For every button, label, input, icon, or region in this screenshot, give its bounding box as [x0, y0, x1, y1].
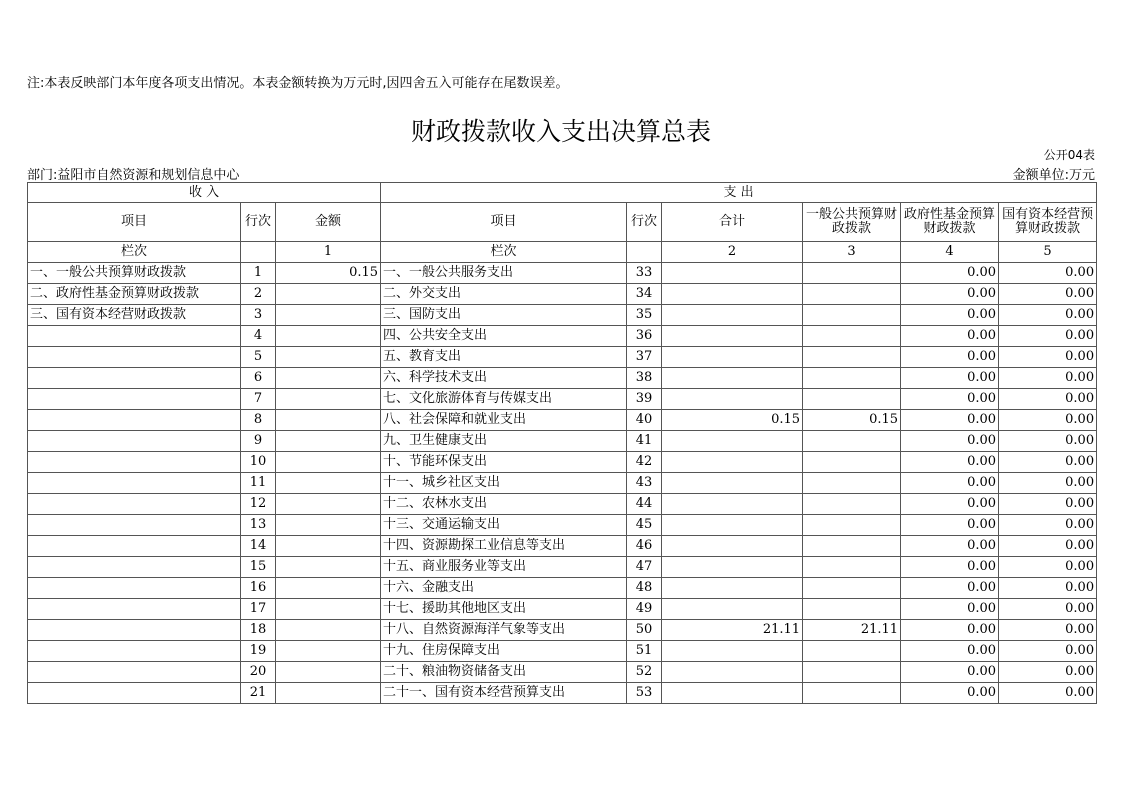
expense-item-cell: 十五、商业服务业等支出 [381, 557, 627, 578]
expense-row-no-cell: 48 [627, 578, 662, 599]
table-row [28, 410, 1097, 431]
expense-item-cell: 十一、城乡社区支出 [381, 473, 627, 494]
income-item-cell [28, 683, 241, 704]
income-amount-cell [276, 578, 381, 599]
income-item-cell: 三、国有资本经营财政拨款 [28, 305, 241, 326]
gov-fund-cell: 0.00 [901, 305, 999, 326]
income-item-cell: 一、一般公共预算财政拨款 [28, 263, 241, 284]
expense-item-cell: 十八、自然资源海洋气象等支出 [381, 620, 627, 641]
income-amount-cell [276, 368, 381, 389]
table-row [28, 536, 1097, 557]
income-item-cell [28, 473, 241, 494]
fiscal-summary-table [27, 182, 1097, 704]
income-row-no-cell: 4 [241, 326, 276, 347]
total-header: 合计 [662, 203, 803, 242]
total-cell [662, 473, 803, 494]
expense-row-no-header: 行次 [627, 203, 662, 242]
state-capital-cell: 0.00 [999, 620, 1097, 641]
income-item-cell [28, 620, 241, 641]
general-budget-cell [803, 536, 901, 557]
state-capital-cell: 0.00 [999, 683, 1097, 704]
total-cell [662, 263, 803, 284]
expense-row-no-cell: 39 [627, 389, 662, 410]
total-cell [662, 431, 803, 452]
total-cell [662, 641, 803, 662]
income-item-cell [28, 368, 241, 389]
income-amount-cell [276, 662, 381, 683]
expense-item-cell: 七、文化旅游体育与传媒支出 [381, 389, 627, 410]
expense-row-no-cell: 45 [627, 515, 662, 536]
expense-item-cell: 十三、交通运输支出 [381, 515, 627, 536]
income-item-cell [28, 641, 241, 662]
total-cell: 21.11 [662, 620, 803, 641]
total-cell [662, 599, 803, 620]
gov-fund-cell: 0.00 [901, 557, 999, 578]
expense-row-no-cell: 51 [627, 641, 662, 662]
state-capital-cell: 0.00 [999, 263, 1097, 284]
income-row-no-cell: 18 [241, 620, 276, 641]
expense-row-no-cell: 36 [627, 326, 662, 347]
income-row-no-cell: 9 [241, 431, 276, 452]
page-title: 财政拨款收入支出决算总表 [410, 117, 711, 146]
expense-row-no-cell: 46 [627, 536, 662, 557]
expense-item-cell: 十七、援助其他地区支出 [381, 599, 627, 620]
income-amount-cell [276, 410, 381, 431]
income-row-no-cell: 14 [241, 536, 276, 557]
general-budget-cell [803, 641, 901, 662]
income-item-cell [28, 410, 241, 431]
total-cell [662, 662, 803, 683]
gov-fund-cell: 0.00 [901, 431, 999, 452]
income-amount-cell [276, 452, 381, 473]
expense-item-cell: 六、科学技术支出 [381, 368, 627, 389]
income-row-no-cell: 17 [241, 599, 276, 620]
general-budget-cell [803, 347, 901, 368]
gov-fund-cell: 0.00 [901, 326, 999, 347]
col-index-2: 2 [662, 242, 803, 263]
gov-fund-cell: 0.00 [901, 473, 999, 494]
income-row-no-cell: 20 [241, 662, 276, 683]
table-row [28, 641, 1097, 662]
total-cell [662, 683, 803, 704]
table-row [28, 620, 1097, 641]
income-item-cell [28, 347, 241, 368]
general-budget-header: 一般公共预算财政拨款 [803, 203, 901, 242]
income-amount-cell [276, 431, 381, 452]
total-cell [662, 347, 803, 368]
expense-row-no-cell: 40 [627, 410, 662, 431]
income-item-cell [28, 557, 241, 578]
income-header: 收 入 [28, 183, 381, 203]
income-lanci-blank [241, 242, 276, 263]
total-cell [662, 326, 803, 347]
expense-row-no-cell: 33 [627, 263, 662, 284]
general-budget-cell [803, 515, 901, 536]
income-item-cell [28, 578, 241, 599]
expense-item-cell: 十四、资源勘探工业信息等支出 [381, 536, 627, 557]
income-amount-cell [276, 557, 381, 578]
general-budget-cell: 0.15 [803, 410, 901, 431]
state-capital-header: 国有资本经营预算财政拨款 [999, 203, 1097, 242]
state-capital-cell: 0.00 [999, 557, 1097, 578]
income-amount-cell [276, 305, 381, 326]
expense-item-cell: 十、节能环保支出 [381, 452, 627, 473]
gov-fund-cell: 0.00 [901, 641, 999, 662]
income-amount-cell [276, 683, 381, 704]
expense-row-no-cell: 41 [627, 431, 662, 452]
general-budget-cell [803, 284, 901, 305]
income-item-cell [28, 326, 241, 347]
total-cell [662, 578, 803, 599]
table-row [28, 662, 1097, 683]
table-row [28, 557, 1097, 578]
total-cell [662, 494, 803, 515]
gov-fund-cell: 0.00 [901, 452, 999, 473]
table-row [28, 599, 1097, 620]
income-row-no-cell: 13 [241, 515, 276, 536]
expense-item-cell: 九、卫生健康支出 [381, 431, 627, 452]
total-cell [662, 389, 803, 410]
income-item-cell [28, 431, 241, 452]
income-item-cell [28, 599, 241, 620]
gov-fund-cell: 0.00 [901, 368, 999, 389]
col-index-5: 5 [999, 242, 1097, 263]
income-row-no-cell: 10 [241, 452, 276, 473]
general-budget-cell [803, 578, 901, 599]
expense-item-cell: 四、公共安全支出 [381, 326, 627, 347]
general-budget-cell [803, 431, 901, 452]
income-amount-cell [276, 326, 381, 347]
expense-item-cell: 一、一般公共服务支出 [381, 263, 627, 284]
income-item-header: 项目 [28, 203, 241, 242]
general-budget-cell [803, 494, 901, 515]
income-row-no-cell: 5 [241, 347, 276, 368]
income-item-cell [28, 494, 241, 515]
state-capital-cell: 0.00 [999, 641, 1097, 662]
income-row-no-cell: 16 [241, 578, 276, 599]
state-capital-cell: 0.00 [999, 494, 1097, 515]
table-row [28, 389, 1097, 410]
income-amount-header: 金额 [276, 203, 381, 242]
general-budget-cell [803, 263, 901, 284]
department-label: 部门:益阳市自然资源和规划信息中心 [27, 168, 240, 183]
expense-row-no-cell: 50 [627, 620, 662, 641]
income-row-no-cell: 6 [241, 368, 276, 389]
general-budget-cell [803, 557, 901, 578]
income-amount-cell [276, 389, 381, 410]
general-budget-cell [803, 389, 901, 410]
expense-row-no-cell: 47 [627, 557, 662, 578]
income-item-cell: 二、政府性基金预算财政拨款 [28, 284, 241, 305]
gov-fund-cell: 0.00 [901, 347, 999, 368]
table-row [28, 452, 1097, 473]
state-capital-cell: 0.00 [999, 389, 1097, 410]
total-cell [662, 536, 803, 557]
income-amount-cell [276, 284, 381, 305]
table-note: 注:本表反映部门本年度各项支出情况。本表金额转换为万元时,因四舍五入可能存在尾数误差。 [27, 76, 569, 91]
general-budget-cell: 21.11 [803, 620, 901, 641]
income-row-no-cell: 15 [241, 557, 276, 578]
general-budget-cell [803, 662, 901, 683]
table-row [28, 284, 1097, 305]
expense-row-no-cell: 37 [627, 347, 662, 368]
table-row [28, 305, 1097, 326]
income-item-cell [28, 389, 241, 410]
state-capital-cell: 0.00 [999, 662, 1097, 683]
expense-row-no-cell: 34 [627, 284, 662, 305]
general-budget-cell [803, 452, 901, 473]
income-amount-cell [276, 641, 381, 662]
expense-item-cell: 三、国防支出 [381, 305, 627, 326]
state-capital-cell: 0.00 [999, 410, 1097, 431]
gov-fund-cell: 0.00 [901, 284, 999, 305]
expense-item-header: 项目 [381, 203, 627, 242]
total-cell [662, 452, 803, 473]
table-row [28, 263, 1097, 284]
income-row-no-cell: 3 [241, 305, 276, 326]
col-index-3: 3 [803, 242, 901, 263]
income-row-no-cell: 19 [241, 641, 276, 662]
table-row [28, 578, 1097, 599]
general-budget-cell [803, 305, 901, 326]
income-amount-cell [276, 494, 381, 515]
expense-item-cell: 八、社会保障和就业支出 [381, 410, 627, 431]
expense-item-cell: 十二、农林水支出 [381, 494, 627, 515]
income-item-cell [28, 515, 241, 536]
expense-row-no-cell: 43 [627, 473, 662, 494]
general-budget-cell [803, 473, 901, 494]
table-row [28, 494, 1097, 515]
gov-fund-cell: 0.00 [901, 263, 999, 284]
table-row [28, 515, 1097, 536]
total-cell [662, 284, 803, 305]
state-capital-cell: 0.00 [999, 536, 1097, 557]
unit-label: 金额单位:万元 [1012, 168, 1095, 183]
general-budget-cell [803, 326, 901, 347]
state-capital-cell: 0.00 [999, 326, 1097, 347]
table-row [28, 347, 1097, 368]
table-row [28, 431, 1097, 452]
general-budget-cell [803, 683, 901, 704]
form-number: 公开04表 [1043, 148, 1095, 162]
income-amount-cell [276, 473, 381, 494]
table-row [28, 683, 1097, 704]
general-budget-cell [803, 599, 901, 620]
state-capital-cell: 0.00 [999, 515, 1097, 536]
gov-fund-cell: 0.00 [901, 683, 999, 704]
expense-row-no-cell: 49 [627, 599, 662, 620]
income-row-no-cell: 11 [241, 473, 276, 494]
gov-fund-cell: 0.00 [901, 662, 999, 683]
income-amount-cell: 0.15 [276, 263, 381, 284]
gov-fund-cell: 0.00 [901, 410, 999, 431]
gov-fund-cell: 0.00 [901, 515, 999, 536]
expense-row-no-cell: 44 [627, 494, 662, 515]
gov-fund-cell: 0.00 [901, 494, 999, 515]
table-row [28, 473, 1097, 494]
expense-item-cell: 十九、住房保障支出 [381, 641, 627, 662]
expense-item-cell: 二、外交支出 [381, 284, 627, 305]
income-amount-cell [276, 620, 381, 641]
gov-fund-cell: 0.00 [901, 599, 999, 620]
income-amount-cell [276, 347, 381, 368]
col-index-1: 1 [276, 242, 381, 263]
expense-row-no-cell: 52 [627, 662, 662, 683]
expense-lanci-blank [627, 242, 662, 263]
state-capital-cell: 0.00 [999, 368, 1097, 389]
table-row [28, 326, 1097, 347]
expense-item-cell: 五、教育支出 [381, 347, 627, 368]
income-amount-cell [276, 515, 381, 536]
income-row-no-cell: 12 [241, 494, 276, 515]
gov-fund-header: 政府性基金预算财政拨款 [901, 203, 999, 242]
table-row [28, 368, 1097, 389]
state-capital-cell: 0.00 [999, 452, 1097, 473]
income-row-no-cell: 1 [241, 263, 276, 284]
gov-fund-cell: 0.00 [901, 578, 999, 599]
income-item-cell [28, 452, 241, 473]
expense-row-no-cell: 53 [627, 683, 662, 704]
expense-lanci-label: 栏次 [381, 242, 627, 263]
income-lanci-label: 栏次 [28, 242, 241, 263]
state-capital-cell: 0.00 [999, 599, 1097, 620]
state-capital-cell: 0.00 [999, 305, 1097, 326]
state-capital-cell: 0.00 [999, 284, 1097, 305]
income-item-cell [28, 662, 241, 683]
income-amount-cell [276, 536, 381, 557]
income-row-no-cell: 2 [241, 284, 276, 305]
expense-item-cell: 十六、金融支出 [381, 578, 627, 599]
income-row-no-cell: 7 [241, 389, 276, 410]
income-row-no-header: 行次 [241, 203, 276, 242]
total-cell: 0.15 [662, 410, 803, 431]
state-capital-cell: 0.00 [999, 431, 1097, 452]
expense-row-no-cell: 42 [627, 452, 662, 473]
expense-row-no-cell: 35 [627, 305, 662, 326]
expense-item-cell: 二十、粮油物资储备支出 [381, 662, 627, 683]
state-capital-cell: 0.00 [999, 578, 1097, 599]
total-cell [662, 368, 803, 389]
gov-fund-cell: 0.00 [901, 389, 999, 410]
expense-row-no-cell: 38 [627, 368, 662, 389]
state-capital-cell: 0.00 [999, 473, 1097, 494]
expense-item-cell: 二十一、国有资本经营预算支出 [381, 683, 627, 704]
income-amount-cell [276, 599, 381, 620]
expense-header: 支 出 [381, 183, 1097, 203]
total-cell [662, 515, 803, 536]
gov-fund-cell: 0.00 [901, 536, 999, 557]
total-cell [662, 305, 803, 326]
income-item-cell [28, 536, 241, 557]
income-row-no-cell: 21 [241, 683, 276, 704]
gov-fund-cell: 0.00 [901, 620, 999, 641]
general-budget-cell [803, 368, 901, 389]
col-index-4: 4 [901, 242, 999, 263]
income-row-no-cell: 8 [241, 410, 276, 431]
total-cell [662, 557, 803, 578]
state-capital-cell: 0.00 [999, 347, 1097, 368]
